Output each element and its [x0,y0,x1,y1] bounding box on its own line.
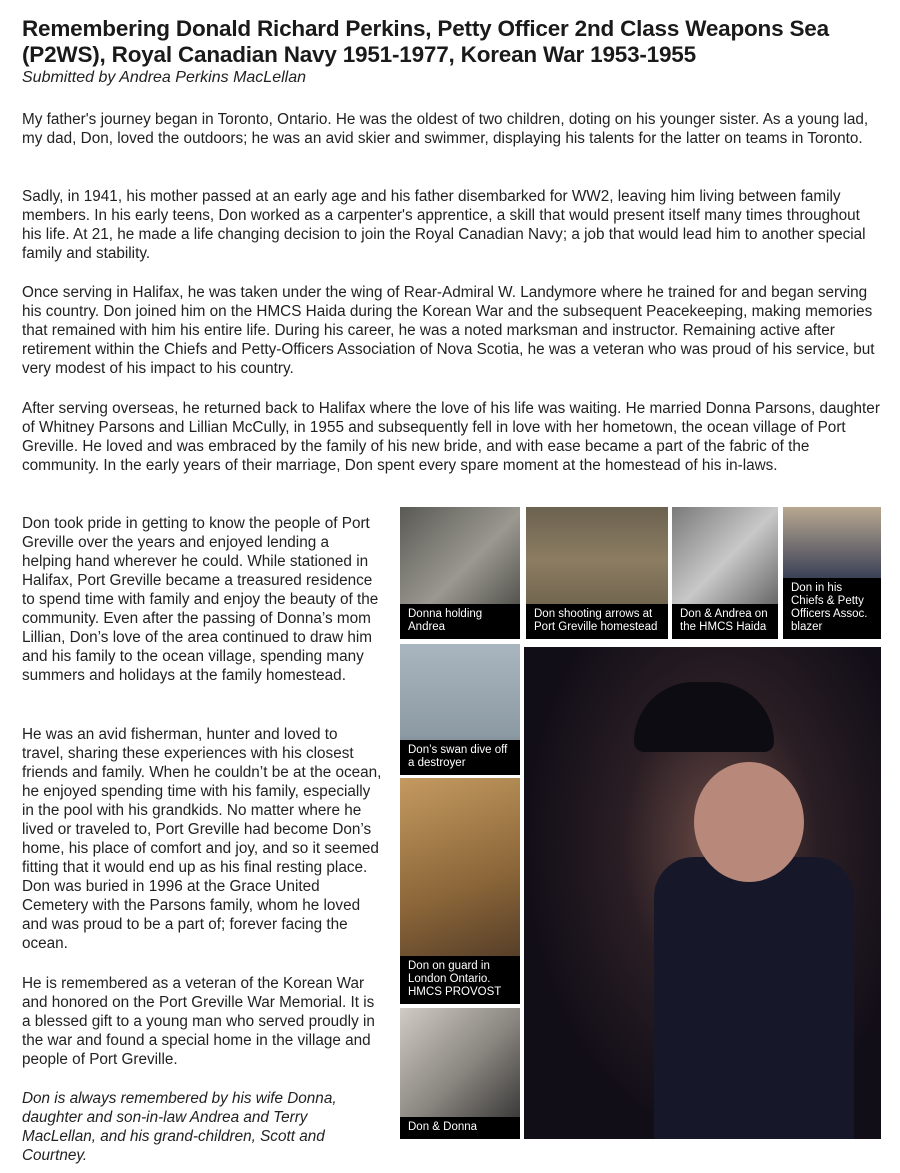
paragraph-7: He is remembered as a veteran of the Korean War and honored on the Port Greville War Memorial. It is a blessed gift to a young man who served proudly in the war and found a special home in the village and people of Port Greville. [22,975,375,1068]
closing-note: Don is always remembered by his wife Donna, daughter and son-in-law Andrea and Terry MacLellan, and his grand-children, Scott and Courtney. [22,1090,337,1164]
photo-caption: Don shooting arrows at Port Greville homestead [526,604,668,639]
photo-don-andrea-haida [672,507,778,639]
portrait-cap-shape [634,682,774,752]
photo-caption: Don in his Chiefs & Petty Officers Assoc. blazer [783,578,881,639]
paragraph-2: Sadly, in 1941, his mother passed at an early age and his father disembarked for WW2, leaving him living between family members. In his early teens, Don worked as a carpenter's apprentice, a skill that would present itself many times throughout his life. At 21, he made a life changing decision to join the Royal Canadian Navy; a job that would lead him to another special family and stability. [22,188,866,262]
photo-don-and-donna [400,1008,520,1139]
byline: Submitted by Andrea Perkins MacLellan [22,69,306,86]
photo-caption: Don’s swan dive off a destroyer [400,740,520,775]
paragraph-6: He was an avid fisherman, hunter and loved to travel, sharing these experiences with his closest friends and family. When he couldn’t be at the ocean, he enjoyed spending time with his family, especially in the pool with his grandkids. No matter where he lived or traveled to, Port Greville had become Don’s home, his place of comfort and joy, and so it seemed fitting that it would end up as his final resting place. Don was buried in 1996 at the Grace United Cemetery with the Parsons family, whom he loved and was proud to be a part of; forever facing the ocean. [22,726,382,952]
photo-swan-dive [400,644,520,775]
paragraph-1: My father's journey began in Toronto, Ontario. He was the oldest of two children, doting on his younger sister. As a young lad, my dad, Don, loved the outdoors; he was an avid skier and swimmer, displaying his talents for the latter on teams in Toronto. [22,111,869,147]
photo-donna-holding-andrea [400,507,520,639]
paragraph-4: After serving overseas, he returned back to Halifax where the love of his life was waiting. He married Donna Parsons, daughter of Whitney Parsons and Lillian McCully, in 1955 and subsequently fell in love with her hometown, the ocean village of Port Greville. He loved and was embraced by the family of his new bride, and with ease became a part of the fabric of the community. In the early years of their marriage, Don spent every spare moment at the homestead of his in-laws. [22,400,880,474]
photo-on-guard-london [400,778,520,1004]
photo-chiefs-blazer [783,507,881,639]
photo-caption: Don & Donna [400,1117,520,1139]
portrait-don-perkins [524,647,881,1139]
photo-caption: Don on guard in London Ontario. HMCS PROVOST [400,956,520,1004]
portrait-face-shape [694,762,804,882]
photo-caption: Donna holding Andrea [400,604,520,639]
paragraph-3: Once serving in Halifax, he was taken under the wing of Rear-Admiral W. Landymore where he trained for and began serving his country. Don joined him on the HMCS Haida during the Korean War and the subsequent Peacekeeping, making memories that remained with him his entire life. During his career, he was a noted marksman and instructor. Remaining active after retirement within the Chiefs and Petty-Officers Association of Nova Scotia, he was a veteran who was proud of his service, but very modest of his impact to his country. [22,284,875,377]
portrait-uniform-shape [654,857,854,1139]
photo-shooting-arrows [526,507,668,639]
page-title: Remembering Donald Richard Perkins, Petty Officer 2nd Class Weapons Sea (P2WS), Royal Canadian Navy 1951-1977, Korean War 1953-1955 [22,16,829,67]
paragraph-5: Don took pride in getting to know the people of Port Greville over the years and enjoyed lending a helping hand wherever he could. While stationed in Halifax, Port Greville became a treasured residence to spend time with family and enjoy the beauty of the community. Even after the passing of Donna’s mom Lillian, Don’s love of the area continued to draw him and his family to the ocean village, spending many summers and holidays at the family homestead. [22,515,379,684]
photo-caption: Don & Andrea on the HMCS Haida [672,604,778,639]
